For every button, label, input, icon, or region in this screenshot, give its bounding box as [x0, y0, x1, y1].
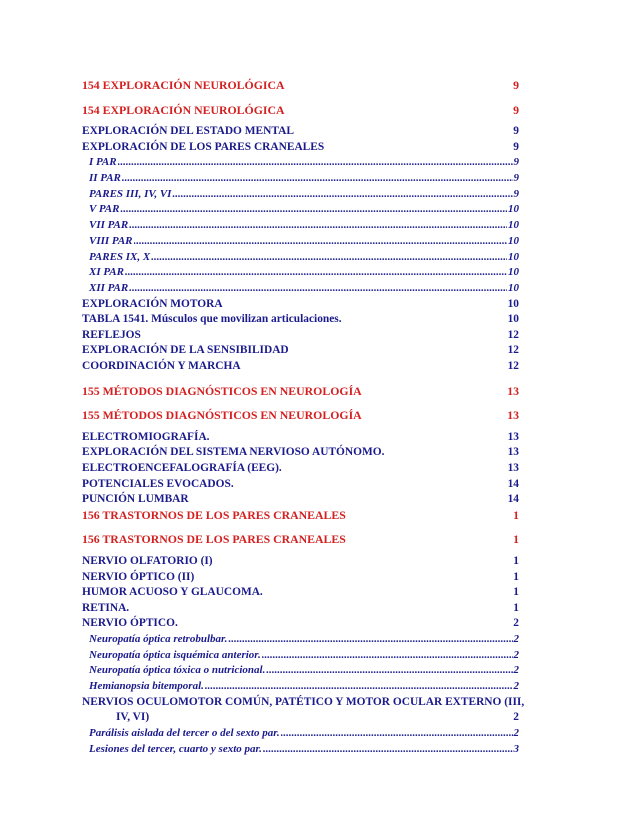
toc-entry-page: 9	[513, 140, 519, 153]
toc-entry[interactable]	[82, 477, 519, 493]
toc-subentry[interactable]	[82, 726, 519, 742]
toc-entry[interactable]	[82, 570, 519, 586]
toc-entry-title: 155 MÉTODOS DIAGNÓSTICOS EN NEUROLOGÍA	[82, 408, 362, 423]
toc-entry-title: RETINA.	[82, 601, 130, 614]
toc-subentry[interactable]	[82, 648, 519, 664]
dot-leader	[281, 726, 513, 742]
toc-entry-page: 10	[507, 297, 519, 310]
toc-chapter-155[interactable]	[82, 384, 519, 400]
toc-entry-page: 14	[507, 493, 519, 506]
toc-entry-page: 13	[507, 462, 519, 475]
toc-entry-title: NERVIO ÓPTICO (II)	[82, 570, 195, 583]
toc-entry-page: 2	[513, 617, 519, 630]
toc-entry-page: 13	[507, 408, 519, 423]
dot-leader	[262, 648, 513, 664]
toc-entry-title: NERVIO OLFATORIO (I)	[82, 555, 213, 568]
toc-entry-page: 1	[513, 601, 519, 614]
toc-entry-page: 2	[513, 726, 519, 739]
toc-entry-title: TABLA 1541. Músculos que movilizan articulaciones.	[82, 313, 342, 326]
dot-leader	[122, 171, 513, 187]
toc-entry-page: 2	[513, 711, 519, 724]
toc-entry-page: 1	[513, 555, 519, 568]
toc-entry-page: 1	[513, 570, 519, 583]
toc-entry[interactable]	[82, 616, 519, 632]
toc-entry-title: 154 EXPLORACIÓN NEUROLÓGICA	[82, 102, 285, 117]
toc-entry[interactable]	[82, 140, 519, 156]
toc-entry-title: I PAR	[89, 156, 117, 169]
toc-chapter-154-repeat[interactable]	[82, 103, 519, 119]
toc-entry[interactable]	[82, 343, 519, 359]
toc-entry-title: PARES III, IV, VI	[89, 187, 172, 200]
toc-entry-page: 13	[507, 430, 519, 443]
toc-entry-title: COORDINACIÓN Y MARCHA	[82, 360, 241, 373]
toc-entry-title: XI PAR	[89, 266, 124, 279]
toc-entry-title-line2: IV, VI)	[116, 711, 150, 724]
toc-entry-page: 1	[513, 532, 519, 547]
toc-entry-page: 12	[507, 328, 519, 341]
toc-entry-title: Hemianopsia bitemporal.	[89, 680, 204, 693]
dot-leader	[129, 281, 507, 297]
dot-leader	[129, 218, 507, 234]
toc-subentry[interactable]	[82, 679, 519, 695]
toc-chapter-155-repeat[interactable]	[82, 408, 519, 424]
toc-entry-title: Parálisis aislada del tercer o del sexto par.	[89, 726, 280, 739]
toc-entry-page: 10	[507, 313, 519, 326]
toc-entry-page: 10	[508, 282, 519, 294]
toc-entry-title: EXPLORACIÓN MOTORA	[82, 297, 223, 310]
toc-subentry[interactable]	[82, 742, 519, 758]
toc-subentry[interactable]	[82, 250, 519, 266]
toc-chapter-156[interactable]	[82, 508, 519, 524]
toc-entry-title: EXPLORACIÓN DEL ESTADO MENTAL	[82, 125, 294, 138]
toc-entry-title: EXPLORACIÓN DEL SISTEMA NERVIOSO AUTÓNOMO.	[82, 446, 385, 459]
toc-entry[interactable]	[82, 445, 519, 461]
toc-entry-page: 3	[513, 742, 519, 755]
toc-entry[interactable]	[82, 492, 519, 508]
dot-leader	[125, 265, 507, 281]
table-of-contents	[82, 78, 525, 757]
toc-entry-title: REFLEJOS	[82, 328, 141, 341]
toc-entry-title: ELECTROENCEFALOGRAFÍA (EEG).	[82, 462, 282, 475]
toc-entry-title: Neuropatía óptica tóxica o nutricional.	[89, 664, 266, 677]
toc-entry-title: NERVIOS OCULOMOTOR COMÚN, PATÉTICO Y MOTOR OCULAR EXTERNO (III,	[82, 695, 525, 708]
dot-leader	[205, 679, 513, 695]
toc-entry-title: II PAR	[89, 172, 121, 185]
toc-entry-page: 14	[507, 477, 519, 490]
toc-entry-title: PARES IX, X	[89, 250, 151, 263]
toc-entry-title: VIII PAR	[89, 234, 133, 247]
toc-chapter-154[interactable]	[82, 78, 519, 94]
toc-entry-title: Neuropatía óptica isquémica anterior.	[89, 648, 261, 661]
toc-entry-title: 156 TRASTORNOS DE LOS PARES CRANEALES	[82, 532, 346, 547]
dot-leader	[228, 632, 512, 648]
toc-entry[interactable]	[82, 312, 519, 328]
toc-entry-title: V PAR	[89, 203, 120, 216]
dot-leader	[172, 187, 512, 203]
toc-entry[interactable]	[82, 601, 519, 617]
toc-entry-page: 1	[513, 586, 519, 599]
toc-entry-page: 2	[513, 680, 519, 693]
dot-leader	[263, 742, 513, 758]
toc-entry-page: 13	[507, 383, 519, 398]
toc-subentry[interactable]	[82, 265, 519, 281]
toc-entry-page: 2	[513, 632, 519, 645]
toc-entry[interactable]	[82, 124, 519, 140]
toc-entry-title: Neuropatía óptica retrobulbar.	[89, 632, 228, 645]
dot-leader	[134, 234, 507, 250]
dot-leader	[266, 663, 512, 679]
toc-subentry[interactable]	[82, 171, 519, 187]
toc-entry-page: 10	[508, 234, 519, 247]
toc-entry[interactable]	[82, 461, 519, 477]
dot-leader	[120, 202, 507, 218]
toc-entry-page: 9	[513, 156, 519, 169]
toc-entry-page: 2	[513, 664, 519, 677]
toc-subentry[interactable]	[82, 155, 519, 171]
toc-entry-page: 9	[513, 102, 519, 117]
toc-subentry[interactable]	[82, 187, 519, 203]
toc-entry-page: 12	[507, 344, 519, 357]
toc-entry-title: VII PAR	[89, 219, 129, 232]
toc-entry-title-continuation	[82, 710, 519, 726]
toc-entry-page: 10	[508, 219, 519, 232]
toc-entry-page: 10	[508, 266, 519, 279]
toc-subentry[interactable]	[82, 234, 519, 250]
toc-entry-page: 9	[513, 78, 519, 92]
toc-entry-title: Lesiones del tercer, cuarto y sexto par.	[89, 742, 262, 755]
toc-entry-page: 12	[507, 360, 519, 373]
toc-entry[interactable]	[82, 430, 519, 446]
toc-entry-page: 10	[508, 203, 519, 216]
toc-entry[interactable]	[82, 359, 519, 375]
toc-entry-page: 9	[513, 172, 519, 185]
toc-entry-page: 2	[513, 648, 519, 661]
toc-subentry[interactable]	[82, 218, 519, 234]
toc-entry-title: ELECTROMIOGRAFÍA.	[82, 430, 210, 443]
toc-entry-title: EXPLORACIÓN DE LA SENSIBILIDAD	[82, 344, 289, 357]
toc-entry-title: EXPLORACIÓN DE LOS PARES CRANEALES	[82, 140, 325, 153]
toc-entry-page: 9	[513, 125, 519, 138]
toc-entry-title: 154 EXPLORACIÓN NEUROLÓGICA	[82, 78, 285, 92]
toc-chapter-156-repeat[interactable]	[82, 532, 519, 548]
toc-entry-page: 13	[507, 446, 519, 459]
toc-entry-title: NERVIO ÓPTICO.	[82, 617, 178, 630]
toc-entry-page: 1	[513, 507, 519, 522]
toc-entry-title: HUMOR ACUOSO Y GLAUCOMA.	[82, 586, 263, 599]
toc-entry-title: POTENCIALES EVOCADOS.	[82, 477, 234, 490]
toc-subentry[interactable]	[82, 281, 519, 297]
toc-entry-page: 9	[513, 187, 519, 200]
toc-subentry[interactable]	[82, 663, 519, 679]
toc-entry[interactable]	[82, 297, 519, 313]
toc-entry[interactable]	[82, 585, 519, 601]
dot-leader	[151, 250, 507, 266]
toc-entry[interactable]	[82, 554, 519, 570]
toc-entry[interactable]	[82, 328, 519, 344]
toc-entry-title: 155 MÉTODOS DIAGNÓSTICOS EN NEUROLOGÍA	[82, 383, 362, 398]
toc-entry-title: 156 TRASTORNOS DE LOS PARES CRANEALES	[82, 507, 346, 522]
dot-leader	[118, 155, 513, 171]
toc-entry-title: PUNCIÓN LUMBAR	[82, 493, 189, 506]
toc-entry-title: XII PAR	[89, 282, 129, 294]
toc-subentry[interactable]	[82, 202, 519, 218]
toc-entry-page: 10	[508, 250, 519, 263]
toc-entry-wrapped[interactable]	[82, 695, 525, 726]
toc-subentry[interactable]	[82, 632, 519, 648]
